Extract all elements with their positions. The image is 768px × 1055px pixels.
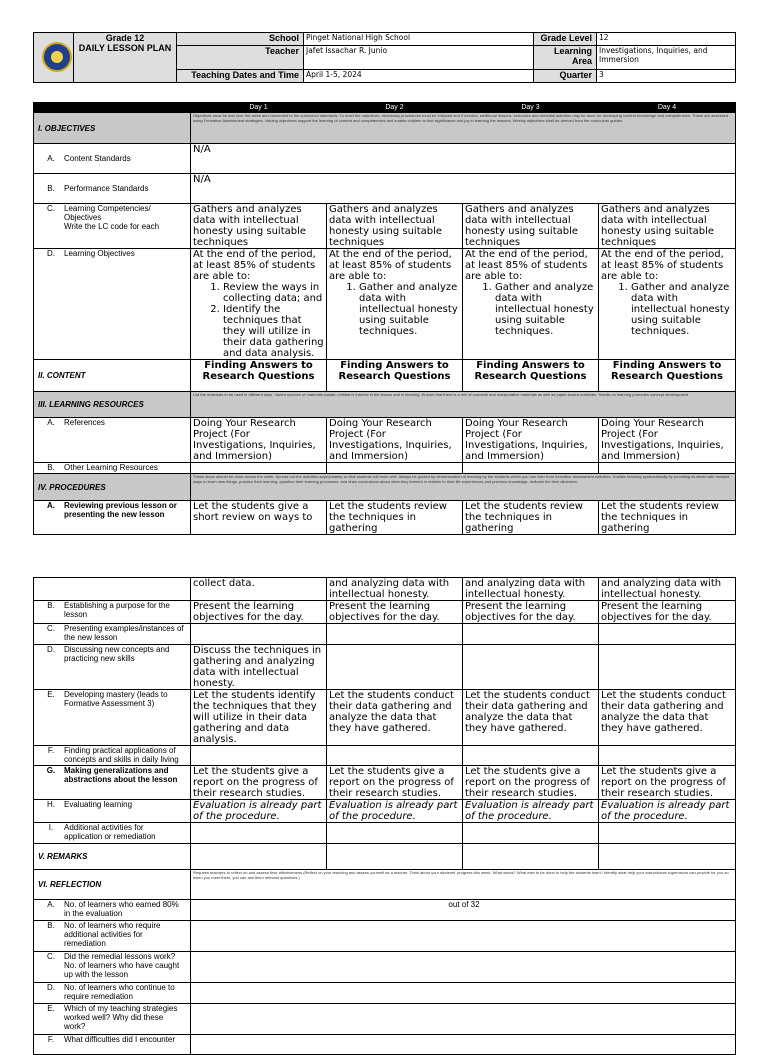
day-2-header: Day 2	[327, 103, 463, 113]
row-letter: B.	[47, 921, 55, 930]
learning-objectives-label: Learning Objectives	[64, 249, 135, 258]
objective-item: 1. Gather and analyze data with intellectual honesty using suitable techniques.	[359, 282, 460, 337]
content-day-3: Finding Answers to Research Questions	[463, 360, 599, 392]
procedure-g-day-1: Let the students give a report on the progress of their research studies.	[191, 766, 327, 800]
references-row	[34, 418, 736, 463]
objectives-intro: At the end of the period, at least 85% of students are able to:	[193, 249, 316, 282]
procedure-b-day-1: Present the learning objectives for the day.	[191, 601, 327, 624]
reflection-b-label: No. of learners who require additional activities for remediation	[64, 921, 161, 948]
objectives-day-3	[463, 249, 599, 360]
procedure-g-day-4: Let the students give a report on the progress of their research studies.	[599, 766, 736, 800]
performance-standards-value: N/A	[191, 174, 736, 204]
row-letter: D.	[47, 249, 55, 258]
procedure-h-day-1: Evaluation is already part of the procedure.	[191, 800, 327, 823]
procedure-d-row	[34, 645, 736, 690]
objectives-day-1	[191, 249, 327, 360]
deped-seal-logo	[34, 33, 74, 83]
reflection-d-row	[34, 983, 736, 1004]
other-resources-label: Other Learning Resources	[64, 463, 158, 472]
procedure-a-day-2: Let the students review the techniques in gathering	[327, 501, 463, 535]
competencies-sublabel: Write the LC code for each	[64, 222, 160, 231]
row-letter: B.	[47, 184, 55, 193]
procedure-a-cont-day-4: and analyzing data with intellectual honesty.	[599, 578, 736, 601]
competency-day-3: Gathers and analyzes data with intellectual honesty using suitable techniques	[463, 204, 599, 249]
competency-day-4: Gathers and analyzes data with intellectual honesty using suitable techniques	[599, 204, 736, 249]
quarter-label: Quarter	[534, 70, 597, 83]
reflection-a-label: No. of learners who earned 80% in the evaluation	[64, 900, 179, 918]
learning-area-value: Investigations, Inquiries, and Immersion	[597, 46, 736, 70]
row-letter: F.	[47, 1035, 55, 1044]
procedure-h-day-4: Evaluation is already part of the procedure.	[599, 800, 736, 823]
row-letter: H.	[47, 800, 55, 809]
row-letter: B.	[47, 463, 55, 472]
grade-level-label: Grade Level	[534, 33, 597, 46]
day-1-header: Day 1	[191, 103, 327, 113]
procedure-e-day-3: Let the students conduct their data gathering and analyze the data that they have gathered.	[463, 690, 599, 746]
row-letter: G.	[46, 766, 56, 775]
objectives-intro: At the end of the period, at least 85% of students are able to:	[329, 249, 452, 282]
resources-section-row	[34, 392, 736, 418]
teacher-label: Teacher	[177, 46, 304, 70]
objectives-list	[601, 282, 733, 337]
row-letter: F.	[47, 746, 55, 755]
objective-item: 1. Gather and analyze data with intellectual honesty using suitable techniques.	[495, 282, 596, 337]
reflection-f-row	[34, 1035, 736, 1055]
objectives-list	[465, 282, 596, 337]
performance-standards-label: Performance Standards	[64, 184, 149, 193]
procedure-f-label: Finding practical applications of concepts and skills in daily living	[64, 746, 179, 764]
grade-title: Grade 12	[105, 33, 145, 43]
content-heading: II. CONTENT	[34, 360, 191, 392]
lesson-plan-header	[33, 32, 736, 83]
procedure-a-day-4: Let the students review the techniques in gathering	[599, 501, 736, 535]
teacher-value: Jafet Issachar R. Junio	[304, 46, 534, 70]
procedure-i-label: Additional activities for application or remediation	[64, 823, 156, 841]
objectives-list	[329, 282, 460, 337]
row-letter: A.	[47, 501, 55, 510]
plan-title: DAILY LESSON PLAN	[78, 43, 172, 53]
procedure-g-label: Making generalizations and abstractions about the lesson	[64, 766, 178, 784]
procedure-f-row	[34, 746, 736, 766]
competencies-row	[34, 204, 736, 249]
procedure-g-row	[34, 766, 736, 800]
procedure-b-day-4: Present the learning objectives for the day.	[599, 601, 736, 624]
procedure-e-day-4: Let the students conduct their data gathering and analyze the data that they have gathered.	[599, 690, 736, 746]
reflection-heading: VI. REFLECTION	[34, 870, 191, 900]
reflection-section-row	[34, 870, 736, 900]
seal-icon	[42, 42, 72, 72]
reflection-e-label: Which of my teaching strategies worked well? Why did these work?	[64, 1004, 178, 1031]
resources-heading: III. LEARNING RESOURCES	[34, 392, 191, 418]
learning-objectives-row	[34, 249, 736, 360]
procedure-h-label: Evaluating learning	[64, 800, 133, 809]
row-letter: E.	[47, 1004, 55, 1013]
row-letter: D.	[47, 983, 55, 992]
content-standards-row	[34, 144, 736, 174]
competency-day-2: Gathers and analyzes data with intellectual honesty using suitable techniques	[327, 204, 463, 249]
procedure-b-label: Establishing a purpose for the lesson	[64, 601, 170, 619]
row-letter: A.	[47, 154, 55, 163]
quarter-value: 3	[597, 70, 736, 83]
reflection-note: Requires teachers to reflect on and assess their effectiveness (Reflect on your teaching and assess yourself as a teacher. Think about your students' progress this week. What works? What else to be done to help the students learn? Identify what help your instructional supervisors can provide for you so when you meet them, you can ask them relevant questions.)	[191, 870, 736, 900]
procedure-a-cont-day-2: and analyzing data with intellectual honesty.	[327, 578, 463, 601]
objective-item: 1. Gather and analyze data with intellectual honesty using suitable techniques.	[631, 282, 733, 337]
content-day-1: Finding Answers to Research Questions	[191, 360, 327, 392]
procedure-i-row	[34, 823, 736, 844]
procedures-heading: IV. PROCEDURES	[34, 474, 191, 501]
procedure-a-day-3: Let the students review the techniques in gathering	[463, 501, 599, 535]
references-day-3: Doing Your Research Project (For Investigations, Inquiries, and Immersion)	[463, 418, 599, 463]
content-standards-label: Content Standards	[64, 154, 131, 163]
performance-standards-row	[34, 174, 736, 204]
procedure-a-cont-day-3: and analyzing data with intellectual honesty.	[463, 578, 599, 601]
remarks-row	[34, 844, 736, 870]
remarks-heading: V. REMARKS	[34, 844, 191, 870]
reflection-b-row	[34, 921, 736, 952]
school-value: Pinget National High School	[304, 33, 534, 46]
procedures-section-row	[34, 474, 736, 501]
resources-note: List the materials to be used in different days. Varied sources of materials sustain children's interest in the lesson and in learning. Ensure that there is a mix of concrete and manipulative materials as well as paper-based materials. Hands-on learning promotes concept development.	[191, 392, 736, 418]
procedure-e-label: Developing mastery (leads to Formative Assessment 3)	[64, 690, 168, 708]
objectives-heading: I. OBJECTIVES	[34, 113, 191, 144]
procedure-b-row	[34, 601, 736, 624]
reflection-a-value: out of 32	[191, 900, 736, 921]
grade-level-value: 12	[597, 33, 736, 46]
plan-title-cell	[74, 33, 177, 83]
procedure-c-row	[34, 624, 736, 645]
procedure-d-label: Discussing new concepts and practicing new skills	[64, 645, 170, 663]
other-resources-row	[34, 463, 736, 474]
row-letter: C.	[47, 204, 55, 213]
procedure-b-day-3: Present the learning objectives for the day.	[463, 601, 599, 624]
objectives-intro: At the end of the period, at least 85% of students are able to:	[601, 249, 724, 282]
content-standards-value: N/A	[191, 144, 736, 174]
day-4-header: Day 4	[599, 103, 736, 113]
procedure-e-day-2: Let the students conduct their data gathering and analyze the data that they have gathered.	[327, 690, 463, 746]
procedures-note: These steps should be done across the week. Spread out the activities appropriately so that students will learn well. Always be guided by demonstration of learning by the students which you can infer from formative assessment activities. Sustain learning systematically by providing students with multiple ways to learn new things, practice their learning, question their learning processes, and draw conclusions about what they learned in relation to their life experiences and previous knowledge. Indicate the time allotment.	[191, 474, 736, 501]
reflection-c-label: Did the remedial lessons work? No. of learners who have caught up with the lesson	[64, 952, 180, 979]
dates-label: Teaching Dates and Time	[177, 70, 304, 83]
reflection-d-label: No. of learners who continue to require remediation	[64, 983, 175, 1001]
row-letter: I.	[48, 823, 54, 832]
row-letter: C.	[47, 624, 55, 633]
procedure-d-day-1: Discuss the techniques in gathering and analyzing data with intellectual honesty.	[191, 645, 327, 690]
procedure-b-day-2: Present the learning objectives for the day.	[327, 601, 463, 624]
day-header-row	[34, 103, 736, 113]
reflection-a-row	[34, 900, 736, 921]
procedure-a-label: Reviewing previous lesson or presenting the new lesson	[64, 501, 177, 519]
lesson-plan-table-page2	[33, 577, 736, 1055]
row-letter: B.	[47, 601, 55, 610]
procedure-a-row	[34, 501, 736, 535]
references-day-2: Doing Your Research Project (For Investigations, Inquiries, and Immersion)	[327, 418, 463, 463]
objectives-section-row	[34, 113, 736, 144]
procedure-h-day-2: Evaluation is already part of the procedure.	[327, 800, 463, 823]
procedure-g-day-2: Let the students give a report on the progress of their research studies.	[327, 766, 463, 800]
content-day-4: Finding Answers to Research Questions	[599, 360, 736, 392]
references-day-1: Doing Your Research Project (For Investigations, Inquiries, and Immersion)	[191, 418, 327, 463]
competency-day-1: Gathers and analyzes data with intellectual honesty using suitable techniques	[191, 204, 327, 249]
procedure-a-cont-day-1: collect data.	[191, 578, 327, 601]
reflection-f-label: What difficulties did I encounter	[64, 1035, 176, 1044]
content-row	[34, 360, 736, 392]
objective-item: 1. Review the ways in collecting data; and	[223, 282, 324, 304]
reflection-e-row	[34, 1004, 736, 1035]
lesson-plan-table-page1	[33, 102, 736, 535]
objective-item: 2. Identify the techniques that they will utilize in their data gathering and data analysis.	[223, 304, 324, 359]
row-letter: A.	[47, 900, 55, 909]
procedure-e-row	[34, 690, 736, 746]
references-label: References	[64, 418, 105, 427]
procedure-h-day-3: Evaluation is already part of the procedure.	[463, 800, 599, 823]
school-label: School	[177, 33, 304, 46]
procedure-a-continued-row	[34, 578, 736, 601]
procedure-a-day-1: Let the students give a short review on ways to	[191, 501, 327, 535]
procedure-e-day-1: Let the students identify the techniques that they will utilize in their data gathering and data analysis.	[191, 690, 327, 746]
objectives-day-4	[599, 249, 736, 360]
dates-value: April 1-5, 2024	[304, 70, 534, 83]
procedure-c-label: Presenting examples/instances of the new lesson	[64, 624, 184, 642]
competencies-label: Learning Competencies/ Objectives	[64, 204, 151, 222]
objectives-day-2	[327, 249, 463, 360]
procedure-h-row	[34, 800, 736, 823]
content-day-2: Finding Answers to Research Questions	[327, 360, 463, 392]
objectives-list	[193, 282, 324, 359]
references-day-4: Doing Your Research Project (For Investigations, Inquiries, and Immersion)	[599, 418, 736, 463]
row-letter: C.	[47, 952, 55, 961]
row-letter: E.	[47, 690, 55, 699]
objectives-intro: At the end of the period, at least 85% of students are able to:	[465, 249, 588, 282]
procedure-g-day-3: Let the students give a report on the progress of their research studies.	[463, 766, 599, 800]
row-letter: A.	[47, 418, 55, 427]
day-3-header: Day 3	[463, 103, 599, 113]
learning-area-label: Learning Area	[534, 46, 597, 70]
objectives-note: Objectives must be met over the week and connected to the curriculum standards. To meet the objectives, necessary procedures must be followed and if needed, additional lessons, exercises and remedial activities may be done for developing content knowledge and competencies. These are assessed using Formative Assessment strategies. Valuing objectives support the learning of content and competencies and enable children to find significance and joy in learning the lessons. Weekly objectives shall be derived from the curriculum guides.	[191, 113, 736, 144]
reflection-c-row	[34, 952, 736, 983]
row-letter: D.	[47, 645, 55, 654]
